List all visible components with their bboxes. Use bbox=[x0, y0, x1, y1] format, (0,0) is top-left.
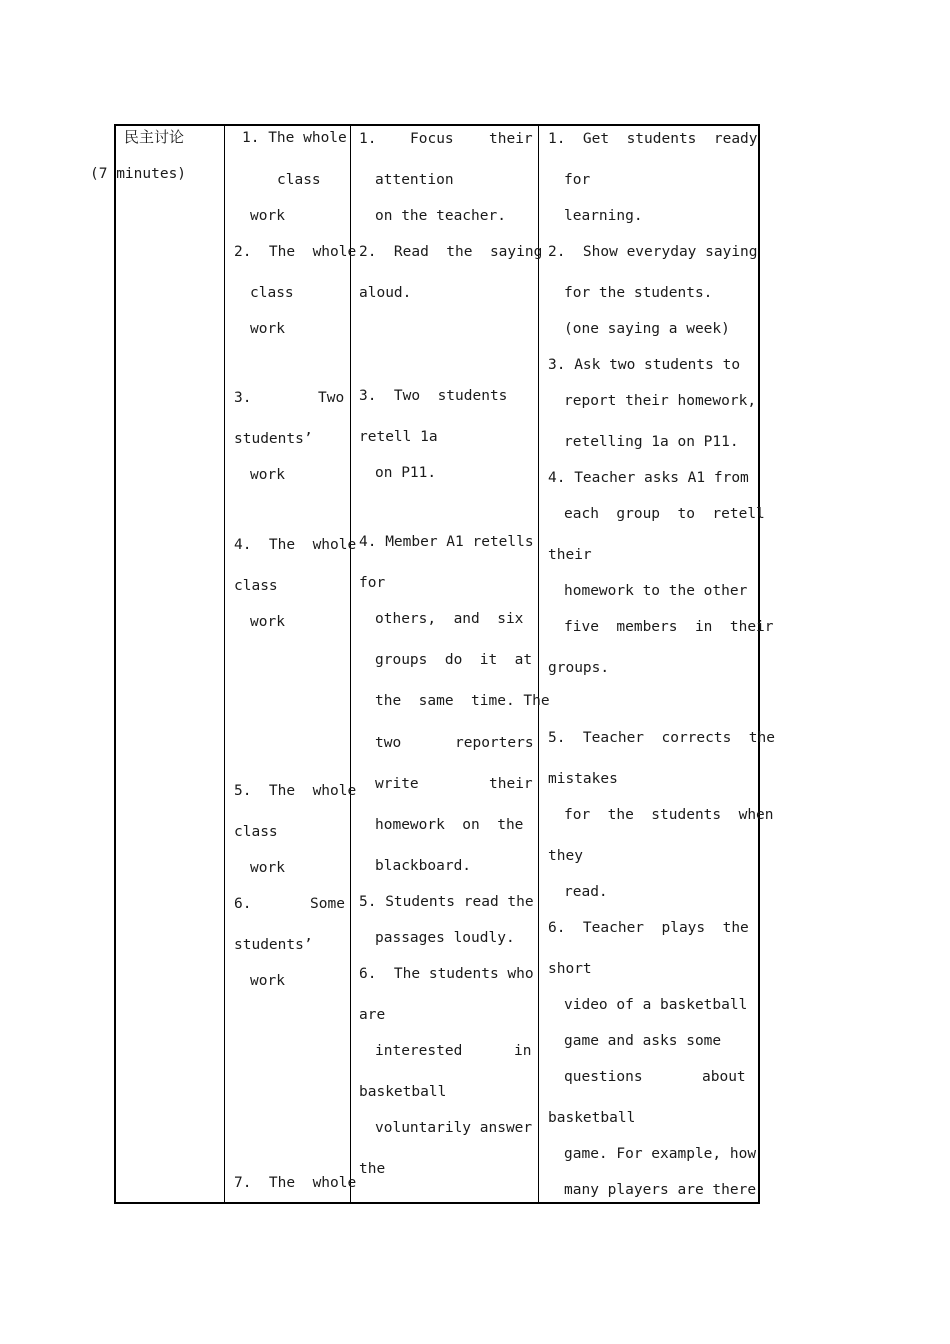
student-line: 6. The students who bbox=[359, 966, 534, 982]
teacher-line: game and asks some bbox=[564, 1033, 722, 1049]
student-line: for bbox=[359, 575, 386, 591]
teacher-line: many players are there bbox=[564, 1182, 757, 1198]
org-line: work bbox=[250, 614, 285, 630]
teacher-line: 1. Get students ready bbox=[548, 131, 758, 147]
student-line: 5. Students read the bbox=[359, 894, 534, 910]
teacher-line: read. bbox=[564, 884, 608, 900]
student-line: are bbox=[359, 1007, 386, 1023]
teacher-line: 2. Show everyday saying bbox=[548, 244, 758, 260]
student-line: blackboard. bbox=[375, 858, 472, 874]
org-line: work bbox=[250, 467, 285, 483]
org-line: 1. The whole bbox=[242, 130, 347, 146]
student-line: 3. Two students bbox=[359, 388, 508, 404]
stage-duration: (7 minutes) bbox=[90, 166, 187, 182]
teacher-line: short bbox=[548, 961, 592, 977]
student-line: 4. Member A1 retells bbox=[359, 534, 534, 550]
teacher-line: mistakes bbox=[548, 771, 618, 787]
org-line: students’ bbox=[234, 937, 313, 953]
student-line: Focus bbox=[410, 131, 454, 147]
org-line: 5. The whole bbox=[234, 783, 357, 799]
student-line: voluntarily answer bbox=[375, 1120, 533, 1136]
teacher-line: questions bbox=[564, 1069, 643, 1085]
teacher-line: they bbox=[548, 848, 583, 864]
teacher-line: for the students. bbox=[564, 285, 713, 301]
column-divider bbox=[224, 124, 225, 1204]
student-line: 2. Read the saying bbox=[359, 244, 543, 260]
teacher-line: basketball bbox=[548, 1110, 636, 1126]
student-line: their bbox=[489, 776, 533, 792]
org-line: Two bbox=[318, 390, 345, 406]
student-line: on the teacher. bbox=[375, 208, 506, 224]
teacher-line: 4. Teacher asks A1 from bbox=[548, 470, 749, 486]
org-line: students’ bbox=[234, 431, 313, 447]
student-line: aloud. bbox=[359, 285, 412, 301]
teacher-line: 5. Teacher corrects the bbox=[548, 730, 775, 746]
teacher-line: video of a basketball bbox=[564, 997, 748, 1013]
student-line: retell 1a bbox=[359, 429, 438, 445]
teacher-line: 6. Teacher plays the bbox=[548, 920, 749, 936]
org-line: work bbox=[250, 208, 285, 224]
org-line: 2. The whole bbox=[234, 244, 357, 260]
org-line: 7. The whole bbox=[234, 1175, 357, 1191]
student-line: homework on the bbox=[375, 817, 524, 833]
student-line: passages loudly. bbox=[375, 930, 515, 946]
student-line: 1. bbox=[359, 131, 377, 147]
org-line: work bbox=[250, 973, 285, 989]
org-line: work bbox=[250, 321, 285, 337]
student-line: the bbox=[359, 1161, 386, 1177]
org-line: 3. bbox=[234, 390, 252, 406]
org-line: class bbox=[250, 285, 294, 301]
student-line: attention bbox=[375, 172, 454, 188]
student-line: reporters bbox=[455, 735, 534, 751]
org-line: work bbox=[250, 860, 285, 876]
teacher-line: game. For example, how bbox=[564, 1146, 757, 1162]
org-line: class bbox=[234, 578, 278, 594]
student-line: the same time. The bbox=[375, 693, 550, 709]
student-line: basketball bbox=[359, 1084, 447, 1100]
org-line: 6. bbox=[234, 896, 252, 912]
student-line: their bbox=[489, 131, 533, 147]
column-divider bbox=[350, 124, 351, 1204]
teacher-line: each group to retell bbox=[564, 506, 765, 522]
teacher-line: about bbox=[702, 1069, 746, 1085]
student-line: others, and six bbox=[375, 611, 524, 627]
student-line: in bbox=[514, 1043, 532, 1059]
teacher-line: groups. bbox=[548, 660, 610, 676]
teacher-line: homework to the other bbox=[564, 583, 748, 599]
org-line: class bbox=[234, 824, 278, 840]
teacher-line: for the students when bbox=[564, 807, 774, 823]
teacher-line: (one saying a week) bbox=[564, 321, 730, 337]
student-line: on P11. bbox=[375, 465, 437, 481]
student-line: groups do it at bbox=[375, 652, 533, 668]
teacher-line: five members in their bbox=[564, 619, 774, 635]
teacher-line: their bbox=[548, 547, 592, 563]
teacher-line: report their homework, bbox=[564, 393, 757, 409]
teacher-line: for bbox=[564, 172, 591, 188]
column-divider bbox=[538, 124, 539, 1204]
student-line: interested bbox=[375, 1043, 463, 1059]
teacher-line: 3. Ask two students to bbox=[548, 357, 741, 373]
teacher-line: retelling 1a on P11. bbox=[564, 434, 739, 450]
org-line: 4. The whole bbox=[234, 537, 357, 553]
teacher-line: learning. bbox=[564, 208, 643, 224]
student-line: write bbox=[375, 776, 419, 792]
org-line: Some bbox=[310, 896, 345, 912]
stage-title: 民主讨论 bbox=[124, 128, 185, 146]
org-line: class bbox=[277, 172, 321, 188]
student-line: two bbox=[375, 735, 402, 751]
